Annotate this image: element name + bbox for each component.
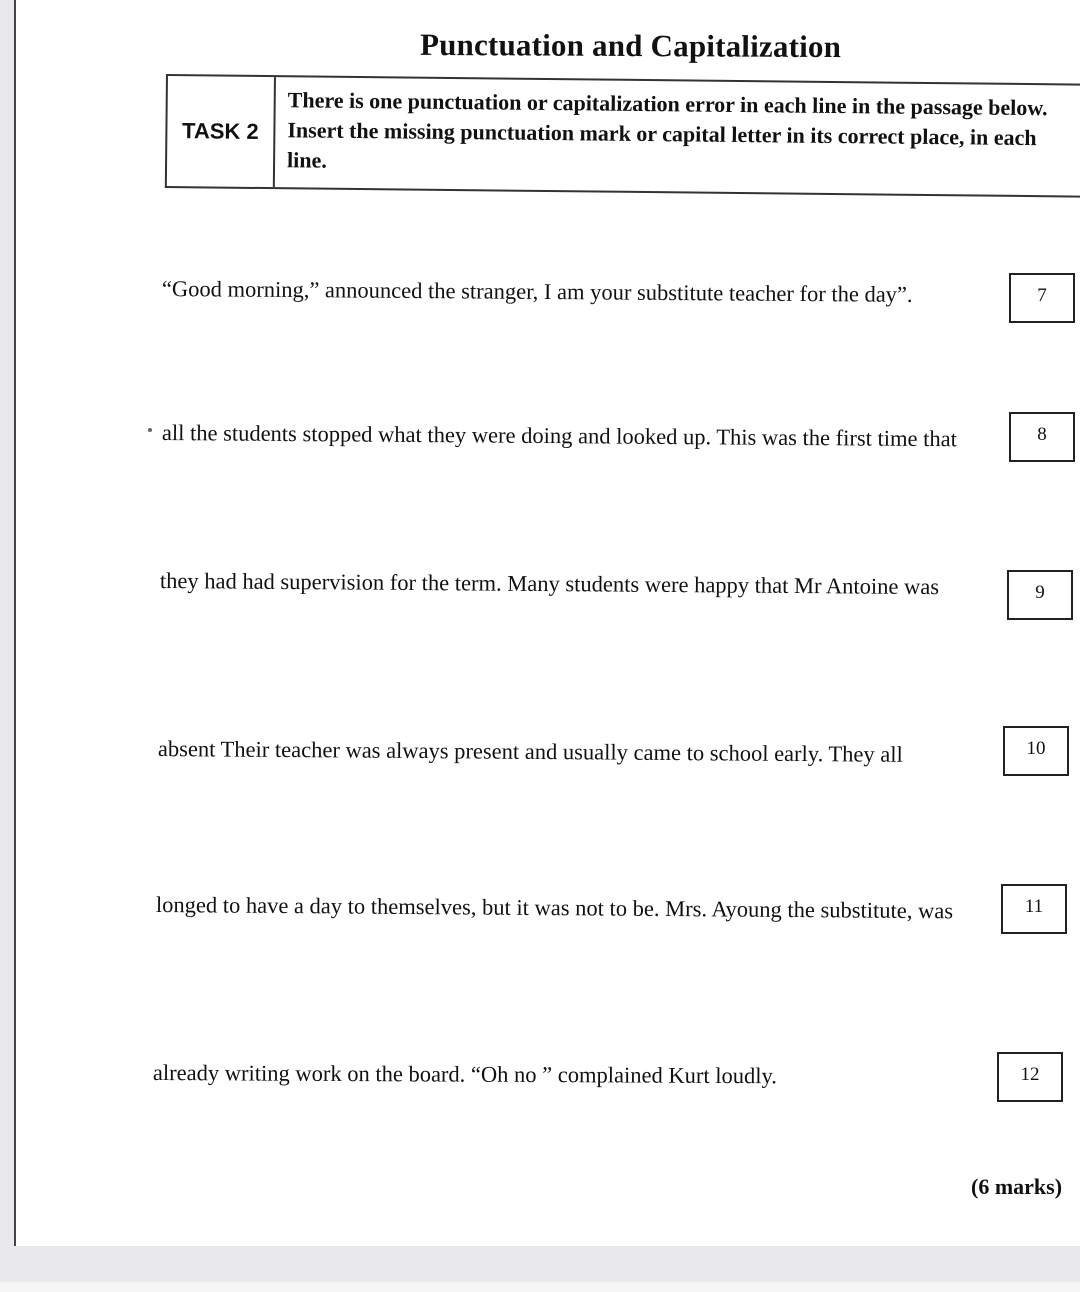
worksheet-page xyxy=(14,0,1080,1246)
task-instruction-box xyxy=(165,74,1080,198)
line-number-box-12: 12 xyxy=(997,1052,1063,1102)
task-instructions: There is one punctuation or capitalization error in each line in the passage below. Insert the missing punctuation mark or capital letter in its correct place, in each line. xyxy=(286,87,1048,173)
passage-line-9: they had had supervision for the term. Many students were happy that Mr Antoine was xyxy=(159,568,940,600)
passage-line-8: all the students stopped what they were doing and looked up. This was the first time that xyxy=(161,420,958,452)
passage-line-11: longed to have a day to themselves, but it was not to be. Mrs. Ayoung the substitute, was xyxy=(155,892,954,924)
line-number-box-11: 11 xyxy=(1001,884,1067,934)
passage-line-12: already writing work on the board. “Oh no ” complained Kurt loudly. xyxy=(152,1060,778,1089)
stray-mark xyxy=(148,428,152,432)
passage-line-7: “Good morning,” announced the stranger, I am your substitute teacher for the day”. xyxy=(161,276,913,307)
viewer-bottom-band xyxy=(0,1282,1080,1292)
line-number-box-8: 8 xyxy=(1009,412,1075,462)
line-number-box-7: 7 xyxy=(1009,273,1075,323)
task-label: TASK 2 xyxy=(167,76,276,187)
line-number-box-9: 9 xyxy=(1007,570,1073,620)
line-number-box-10: 10 xyxy=(1003,726,1069,776)
passage-line-10: absent Their teacher was always present and usually came to school early. They all xyxy=(157,736,903,767)
page-title: Punctuation and Capitalization xyxy=(419,26,842,65)
marks-total: (6 marks) xyxy=(971,1174,1063,1199)
